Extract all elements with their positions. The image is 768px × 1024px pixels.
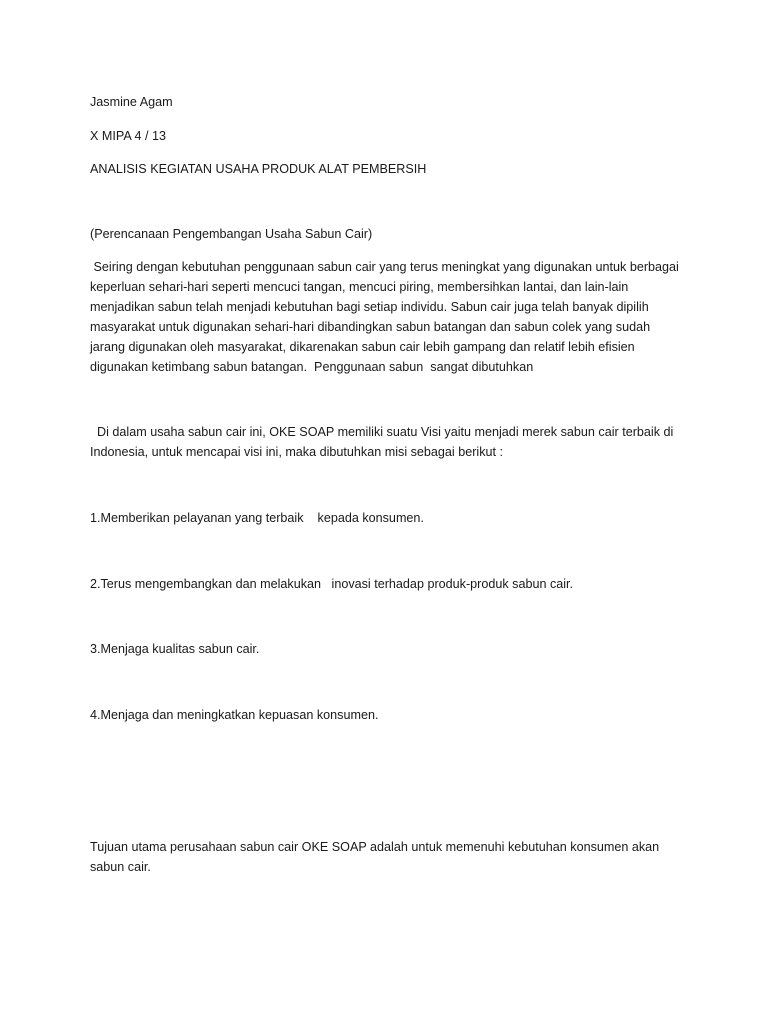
paragraph-line: sabun cair. xyxy=(90,860,151,874)
paragraph-intro xyxy=(90,257,690,377)
paragraph-closing xyxy=(90,837,690,877)
paragraph-line: Di dalam usaha sabun cair ini, OKE SOAP memiliki suatu Visi yaitu menjadi merek sabun cair terbaik di xyxy=(90,425,674,439)
author-name: Jasmine Agam xyxy=(90,95,173,109)
mission-item-3: 3.Menjaga kualitas sabun cair. xyxy=(90,642,260,656)
document-title: ANALISIS KEGIATAN USAHA PRODUK ALAT PEMBERSIH xyxy=(90,162,427,176)
mission-item-1: 1.Memberikan pelayanan yang terbaik kepada konsumen. xyxy=(90,511,424,525)
paragraph-line: digunakan ketimbang sabun batangan. Penggunaan sabun sangat dibutuhkan xyxy=(90,360,534,374)
paragraph-vision xyxy=(90,422,690,462)
student-class: X MIPA 4 / 13 xyxy=(90,129,167,143)
paragraph-line: Seiring dengan kebutuhan penggunaan sabun cair yang terus meningkat yang digunakan untuk berbagai xyxy=(90,260,679,274)
paragraph-line: keperluan sehari-hari seperti mencuci tangan, mencuci piring, membersihkan lantai, dan lain-lain xyxy=(90,280,629,294)
mission-item-2: 2.Terus mengembangkan dan melakukan inovasi terhadap produk-produk sabun cair. xyxy=(90,577,574,591)
mission-item-4: 4.Menjaga dan meningkatkan kepuasan konsumen. xyxy=(90,708,379,722)
paragraph-line: Indonesia, untuk mencapai visi ini, maka dibutuhkan misi sebagai berikut : xyxy=(90,445,504,459)
document-subtitle: (Perencanaan Pengembangan Usaha Sabun Cair) xyxy=(90,227,373,241)
paragraph-line: Tujuan utama perusahaan sabun cair OKE SOAP adalah untuk memenuhi kebutuhan konsumen akan xyxy=(90,840,660,854)
paragraph-line: masyarakat untuk digunakan sehari-hari dibandingkan sabun batangan dan sabun colek yang sudah xyxy=(90,320,651,334)
paragraph-line: jarang digunakan oleh masyarakat, dikarenakan sabun cair lebih gampang dan relatif lebih efisien xyxy=(90,340,635,354)
paragraph-line: menjadikan sabun telah menjadi kebutuhan bagi setiap individu. Sabun cair juga telah banyak dipilih xyxy=(90,300,649,314)
